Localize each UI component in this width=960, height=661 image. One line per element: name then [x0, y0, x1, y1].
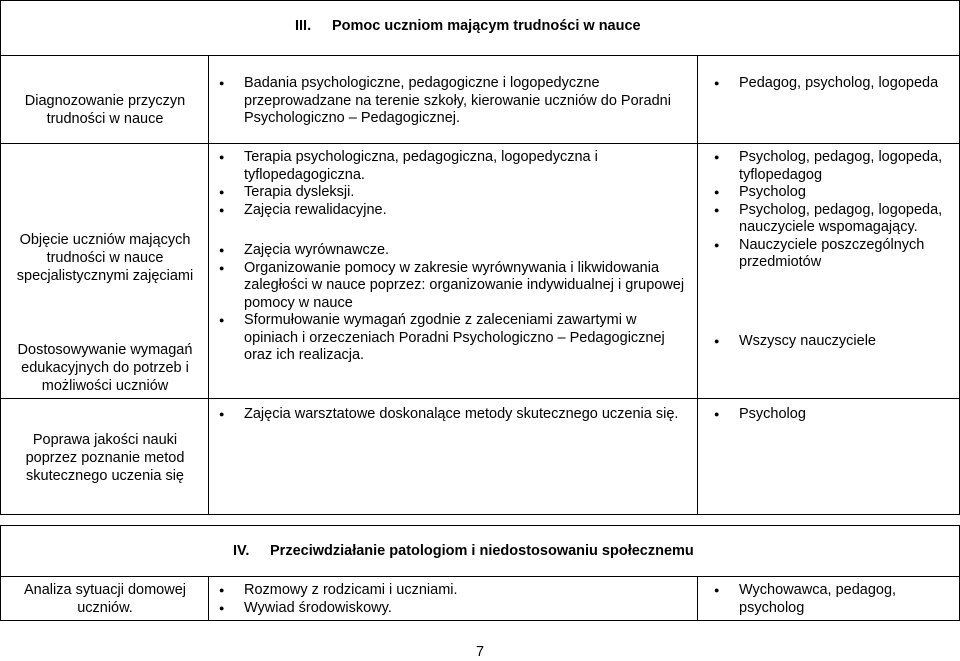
list-item: ● Wszyscy nauczyciele — [711, 333, 951, 351]
table-cell-task: Analiza sytuacji domowej uczniów. — [24, 582, 186, 616]
table-cell-task: Dostosowywanie wymagań edukacyjnych do potrzeb i możliwości uczniów — [17, 342, 193, 394]
list-item: ● Zajęcia wyrównawcze. — [216, 242, 686, 260]
column-divider — [697, 576, 698, 621]
list-item: ● Sformułowanie wymagań zgodnie z zaleceniami zawartymi w opiniach i orzeczeniach Poradni Psychologiczno – Pedagogicznej oraz ich realizacja. — [216, 312, 686, 365]
table-cell-forms — [216, 406, 686, 424]
list-item: ● Psycholog, pedagog, logopeda, nauczyciele wspomagający. — [711, 202, 951, 237]
list-item: ● Nauczyciele poszczególnych przedmiotów — [711, 237, 951, 272]
table-cell-responsible — [711, 75, 951, 93]
table-cell-task: Objęcie uczniów mających trudności w nauce specjalistycznymi zajęciami — [16, 232, 194, 284]
list-item: ● Wychowawca, pedagog, psycholog — [711, 582, 911, 617]
column-divider — [697, 55, 698, 515]
table-cell-responsible — [711, 149, 951, 272]
list-item: ● Pedagog, psycholog, logopeda — [711, 75, 951, 93]
page-number: 7 — [476, 644, 485, 660]
list-item: ● Zajęcia rewalidacyjne. — [216, 202, 686, 220]
section-4-number: IV. — [233, 543, 250, 559]
list-item: ● Psycholog — [711, 184, 951, 202]
section-3-number: III. — [295, 18, 312, 34]
row-divider — [0, 398, 960, 399]
table-cell-responsible — [711, 582, 911, 617]
table-cell-task: Poprawa jakości nauki poprzez poznanie metod skutecznego uczenia się — [25, 432, 185, 484]
list-item: ● Zajęcia warsztatowe doskonalące metody skutecznego uczenia się. — [216, 406, 686, 424]
list-item: ● Terapia dysleksji. — [216, 184, 686, 202]
list-item: ● Wywiad środowiskowy. — [216, 600, 686, 618]
table-cell-responsible — [711, 333, 951, 351]
column-divider — [208, 576, 209, 621]
list-item: ● Rozmowy z rodzicami i uczniami. — [216, 582, 686, 600]
section-4-title: Przeciwdziałanie patologiom i niedostosowaniu społecznemu — [270, 543, 694, 559]
table-cell-forms — [216, 582, 686, 617]
row-divider — [0, 143, 960, 144]
table-cell-task: Diagnozowanie przyczyn trudności w nauce — [24, 93, 186, 127]
list-item: ● Badania psychologiczne, pedagogiczne i logopedyczne przeprowadzane na terenie szkoły, kierowanie uczniów do Poradni Psychologiczno – Pedagogicznej. — [216, 75, 686, 128]
column-divider — [208, 55, 209, 515]
table-cell-responsible — [711, 406, 951, 424]
list-item: ● Psycholog, pedagog, logopeda, tyflopedagog — [711, 149, 951, 184]
section-3-title: Pomoc uczniom mającym trudności w nauce — [332, 18, 641, 34]
table-cell-forms — [216, 149, 686, 365]
list-item: ● Psycholog — [711, 406, 951, 424]
table-cell-forms — [216, 75, 686, 128]
list-item: ● Organizowanie pomocy w zakresie wyrównywania i likwidowania zaległości w nauce poprzez: organizowanie indywidualnej i grupowej pomocy w nauce — [216, 260, 686, 313]
list-item: ● Terapia psychologiczna, pedagogiczna, logopedyczna i tyflopedagogiczna. — [216, 149, 686, 184]
